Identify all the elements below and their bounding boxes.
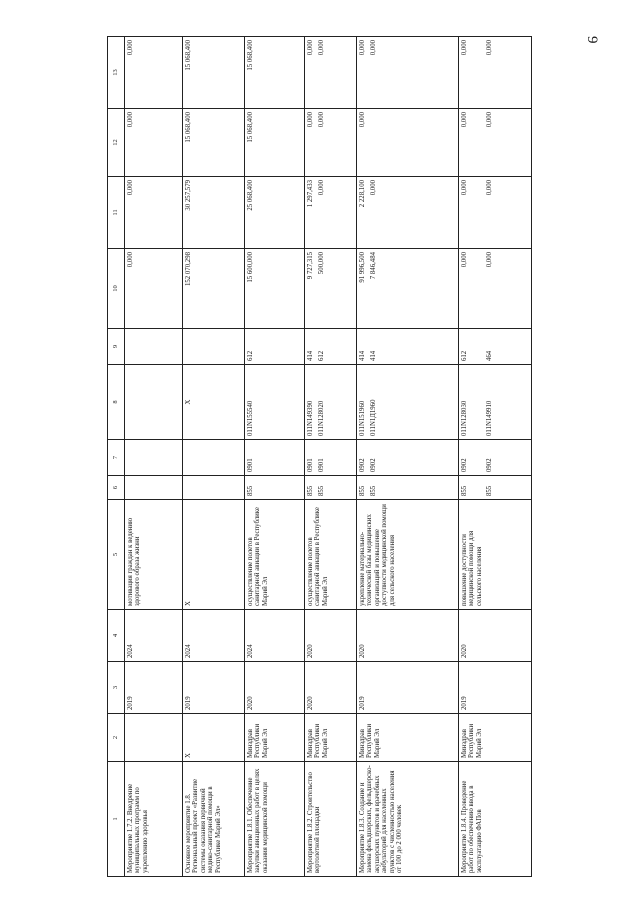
start-year: 2019 [459,662,532,714]
amount-col-12 [459,109,532,177]
target-article-line: 011N1Д1960 [370,399,378,436]
start-year: 2019 [357,662,459,714]
grbs-code: 855 [245,476,305,500]
amount-line: 0,000 [486,252,494,268]
amount-col-10 [459,249,532,329]
grbs-code-line: 855 [359,485,366,496]
section-code [305,440,357,476]
table-row [357,37,459,877]
page-number: 9 [584,36,600,44]
section-code-line: 0902 [370,458,378,472]
end-year: 2020 [459,610,532,662]
amount-col-13: 15 068,400 [183,37,245,109]
header-cell: 4 [108,610,125,662]
section-code-line: 0901 [318,458,326,472]
amount-col-11: 25 068,400 [245,177,305,249]
target-article [125,365,183,440]
target-article [459,365,532,440]
header-cell: 13 [108,37,125,109]
amount-col-13 [459,37,532,109]
header-cell: 9 [108,329,125,365]
amount-col-13: 15 068,400 [245,37,305,109]
amount-line: 0,000 [359,40,366,56]
activity-name: Мероприятие 1.8.1. Обеспечение закупки авиационных работ в целях оказания медицинской помощи [245,762,305,877]
section-code-line: 0902 [461,458,468,472]
header-cell: 6 [108,476,125,500]
expense-type-line: 414 [307,350,314,361]
section-code [125,440,183,476]
amount-line: 0,000 [461,180,468,196]
executor: Минздрав Республики Марий Эл [357,714,459,762]
expected-result: осуществление полетов санитарной авиации в Республике Марий Эл [245,500,305,610]
amount-col-11 [459,177,532,249]
section-code-line: 0901 [307,458,314,472]
amount-col-11 [357,177,459,249]
header-cell: 12 [108,109,125,177]
end-year: 2024 [183,610,245,662]
amount-line: 0,000 [461,40,468,56]
end-year: 2024 [125,610,183,662]
activity-name: Мероприятие 1.8.4. Проведение работ по обеспечению ввода в эксплуатацию ФАПов [459,762,532,877]
amount-line: 0,000 [318,112,326,128]
amount-col-10: 15 600,000 [245,249,305,329]
expected-result: укрепление материально-технической базы медицинских организаций и повышение доступности медицинской помощи для сельского населения [357,500,459,610]
amount-line: 0,000 [359,112,366,128]
header-cell: 5 [108,500,125,610]
amount-line: 9 727,315 [307,252,314,280]
expense-type [125,329,183,365]
target-article-line: 011N149910 [486,400,494,436]
amount-line: 0,000 [486,40,494,56]
amount-line: 500,000 [318,252,326,275]
expected-result: повышение доступности медицинской помощи для сельского населения [459,500,532,610]
target-article [357,365,459,440]
amount-line: 2 228,100 [359,180,366,208]
rotated-table-page [107,37,532,877]
amount-line: 91 996,500 [359,252,366,283]
header-cell: 8 [108,365,125,440]
amount-col-13 [357,37,459,109]
section-code: 0901 [245,440,305,476]
table-row [245,37,305,877]
amount-line: 0,000 [370,180,378,196]
start-year: 2020 [305,662,357,714]
grbs-code [459,476,532,500]
grbs-code-line: 855 [486,485,494,496]
amount-col-13 [305,37,357,109]
target-article-line: 011N128030 [461,400,468,436]
amount-line: 0,000 [370,40,378,56]
expense-type: 612 [245,329,305,365]
amount-col-12 [305,109,357,177]
executor: Минздрав Республики Марий Эл [305,714,357,762]
amount-col-12 [357,109,459,177]
amount-col-10: 0,000 [125,249,183,329]
expense-type-line: 414 [359,350,366,361]
expense-type [183,329,245,365]
budget-table [107,36,532,877]
amount-line: 1 297,433 [307,180,314,208]
amount-line: 0,000 [461,252,468,268]
header-cell: 11 [108,177,125,249]
grbs-code-line: 855 [307,485,314,496]
start-year: 2019 [183,662,245,714]
end-year: 2020 [305,610,357,662]
activity-name: Мероприятие 1.7.2. Внедрение муниципальных программ по укреплению здоровья [125,762,183,877]
header-row [108,37,125,877]
amount-col-10: 152 070,298 [183,249,245,329]
target-article-line: 011N149390 [307,400,314,436]
amount-line: 0,000 [307,40,314,56]
section-code [357,440,459,476]
executor: Минздрав Республики Марий Эл [459,714,532,762]
activity-name: Мероприятие 1.8.3. Создание и замена фельдшерских, фельдшерско-акушерских пунктов и врачебных амбулаторий для населенных пунктов с численностью населения от 100 до 2 000 человек [357,762,459,877]
grbs-code-line: 855 [461,485,468,496]
expense-type-line: 612 [461,350,468,361]
expense-type-line: 464 [486,350,494,361]
activity-name: Мероприятие 1.8.2. Строительство вертолетной площадки [305,762,357,877]
end-year: 2020 [357,610,459,662]
expected-result: осуществление полетов санитарной авиации в Республике Марий Эл [305,500,357,610]
amount-col-10 [357,249,459,329]
table-row [183,37,245,877]
amount-line: 0,000 [318,40,326,56]
section-code-line: 0902 [486,458,494,472]
target-article: 011N155540 [245,365,305,440]
amount-line: 0,000 [461,112,468,128]
section-code [459,440,532,476]
target-article: X [183,365,245,440]
table-row [125,37,183,877]
executor: X [183,714,245,762]
end-year: 2024 [245,610,305,662]
grbs-code [125,476,183,500]
amount-line: 7 846,484 [370,252,378,280]
target-article [305,365,357,440]
target-article-line: 011N128020 [318,400,326,436]
header-cell: 3 [108,662,125,714]
expense-type-line: 612 [318,350,326,361]
section-code [183,440,245,476]
executor [125,714,183,762]
grbs-code [305,476,357,500]
activity-name: Основное мероприятие 1.8. Региональный проект «Развитие системы оказания первичной медико-санитарной помощи в Республике Марий Эл» [183,762,245,877]
start-year: 2020 [245,662,305,714]
expense-type [459,329,532,365]
header-cell: 10 [108,249,125,329]
amount-line: 0,000 [486,112,494,128]
expense-type [357,329,459,365]
table-row [459,37,532,877]
expected-result: X [183,500,245,610]
amount-col-10 [305,249,357,329]
amount-col-11 [305,177,357,249]
grbs-code-line: 855 [318,485,326,496]
amount-col-12: 15 068,400 [183,109,245,177]
amount-col-11: 0,000 [125,177,183,249]
grbs-code-line: 855 [370,485,378,496]
amount-line: 0,000 [307,112,314,128]
grbs-code [183,476,245,500]
header-cell: 7 [108,440,125,476]
expense-type [305,329,357,365]
amount-line: 0,000 [486,180,494,196]
header-cell: 1 [108,762,125,877]
executor: Минздрав Республики Марий Эл [245,714,305,762]
target-article-line: 011N151960 [359,400,366,436]
table-row [305,37,357,877]
grbs-code [357,476,459,500]
amount-col-11: 30 257,579 [183,177,245,249]
expense-type-line: 414 [370,350,378,361]
amount-col-13: 0,000 [125,37,183,109]
header-cell: 2 [108,714,125,762]
amount-col-12: 0,000 [125,109,183,177]
expected-result: мотивация граждан к ведению здорового образа жизни [125,500,183,610]
section-code-line: 0902 [359,458,366,472]
start-year: 2019 [125,662,183,714]
amount-line: 0,000 [318,180,326,196]
amount-col-12: 15 068,400 [245,109,305,177]
